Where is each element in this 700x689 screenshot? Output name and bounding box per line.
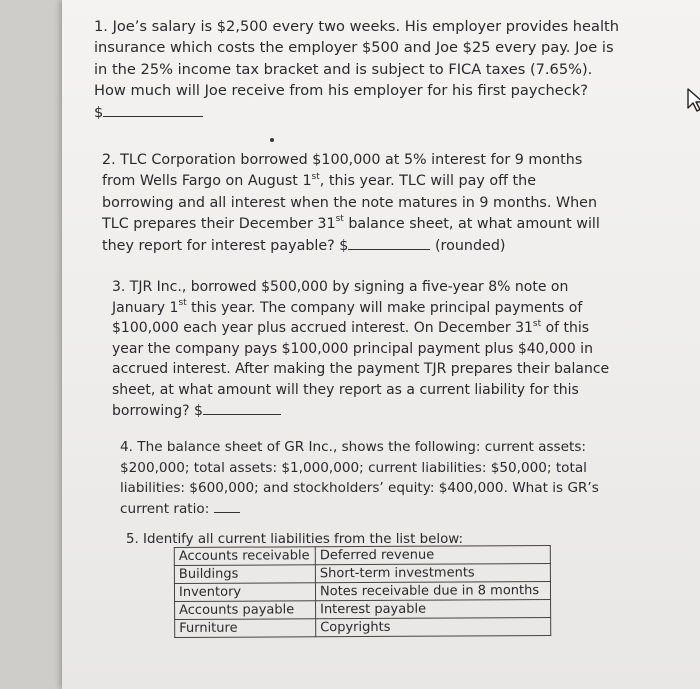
- table-cell: Accounts receivable: [174, 547, 315, 566]
- question-1-line: How much will Joe receive from his employer for his first paycheck?: [94, 82, 588, 100]
- table-cell: Deferred revenue: [315, 546, 550, 565]
- question-2-line: from Wells Fargo on August 1st, this year. TLC will pay off the: [102, 171, 536, 190]
- table-cell: Interest payable: [316, 600, 551, 619]
- dot-mark: [270, 138, 274, 142]
- question-4-answer: current ratio:: [120, 499, 599, 520]
- question-4-line: $200,000; total assets: $1,000,000; current liabilities: $50,000; total: [120, 459, 587, 476]
- question-3-line: sheet, at what amount will they report as a current liability for this: [112, 381, 579, 398]
- table-row: [175, 618, 551, 638]
- table-row: [174, 564, 550, 584]
- table-cell: Furniture: [175, 619, 316, 638]
- question-3-line: 3. TJR Inc., borrowed $500,000 by signing a five-year 8% note on: [112, 279, 569, 295]
- question-3-line: $100,000 each year plus accrued interest. On December 31st of this: [112, 318, 590, 337]
- table-cell: Notes receivable due in 8 months: [315, 582, 550, 601]
- question-2-line: 2. TLC Corporation borrowed $100,000 at 5% interest for 9 months: [102, 152, 583, 168]
- question-3-line: accrued interest. After making the payment TJR prepares their balance: [112, 361, 610, 378]
- question-4-line: liabilities: $600,000; and stockholders’ equity: $400,000. What is GR’s: [120, 480, 599, 496]
- question-3-answer: borrowing? $: [112, 401, 609, 422]
- question-3-line: year the company pays $100,000 principal payment plus $40,000 in: [112, 340, 593, 357]
- question-3: [112, 277, 609, 421]
- answer-blank[interactable]: [203, 402, 281, 415]
- answer-blank[interactable]: [214, 500, 240, 513]
- liabilities-options-table: [174, 545, 551, 638]
- answer-blank[interactable]: [103, 104, 203, 117]
- question-1-answer: [94, 102, 619, 123]
- question-2-answer: they report for interest payable? $ (rounded): [102, 237, 506, 254]
- question-2-line: TLC prepares their December 31st balance sheet, at what amount will: [102, 214, 600, 233]
- question-4-line: 4. The balance sheet of GR Inc., shows the following: current assets:: [120, 439, 586, 455]
- table-cell: Copyrights: [316, 618, 551, 637]
- table-cell: Inventory: [174, 583, 315, 602]
- question-2-line: borrowing and all interest when the note matures in 9 months. When: [102, 194, 598, 211]
- question-1: [94, 16, 619, 123]
- answer-prefix: $: [94, 103, 104, 121]
- question-2: [102, 150, 600, 257]
- table-row: [174, 582, 550, 602]
- table-cell: Short-term investments: [315, 564, 550, 583]
- question-4: [120, 437, 599, 519]
- question-1-line: 1. Joe’s salary is $2,500 every two weeks. His employer provides health: [94, 18, 620, 35]
- question-1-line: insurance which costs the employer $500 and Joe $25 every pay. Joe is: [94, 39, 614, 57]
- question-3-line: January 1st this year. The company will make principal payments of: [112, 297, 583, 316]
- table-cell: Buildings: [174, 565, 315, 584]
- mouse-pointer-icon: [684, 86, 700, 114]
- answer-blank[interactable]: [348, 237, 430, 250]
- table-row: [174, 546, 550, 566]
- table-cell: Accounts payable: [175, 601, 316, 620]
- question-5-prompt: 5. Identify all current liabilities from the list below:: [126, 532, 464, 547]
- table-row: [175, 600, 551, 620]
- worksheet-page: [62, 0, 700, 689]
- question-1-line: in the 25% income tax bracket and is subject to FICA taxes (7.65%).: [94, 60, 593, 78]
